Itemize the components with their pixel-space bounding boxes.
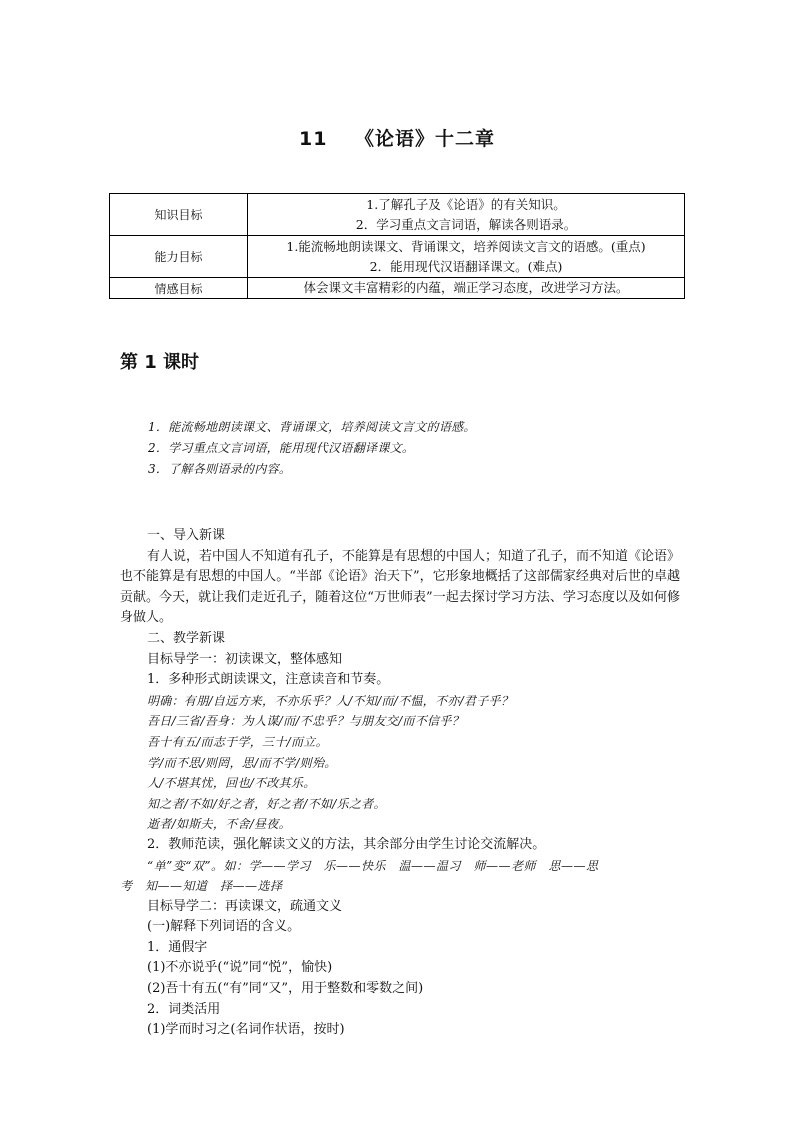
goals-table (109, 193, 685, 299)
objectives-list (148, 417, 476, 480)
step-item: 1．多种形式朗读课文，注意读音和节奏。 (147, 672, 390, 688)
goals-row-knowledge (110, 194, 685, 236)
goal-label: 知识目标 (110, 194, 248, 236)
goal-label: 情感目标 (110, 278, 248, 299)
reading-line: 吾十有五/而志于学，三十/而立。 (147, 734, 328, 749)
guide-heading: 目标导学二：再读课文，疏通文义 (147, 898, 343, 914)
explain-item: (1)学而时习之(名词作状语，按时) (147, 1022, 345, 1038)
sub-heading: 1．通假字 (147, 939, 208, 955)
method-line: “单”变“双”。如：学——学习 乐——快乐 温——温习 师——老师 思——思 (147, 858, 599, 873)
goal-line: 2．学习重点文言词语，解读各则语录。 (355, 216, 577, 232)
step-item: 2．教师范读，强化解读文义的方法，其余部分由学生讨论交流解决。 (147, 836, 546, 852)
guide-heading: 目标导学一：初读课文，整体感知 (147, 651, 343, 667)
section-heading: 二、教学新课 (147, 630, 226, 646)
objective-item: 2．学习重点文言词语，能用现代汉语翻译课文。 (148, 441, 415, 455)
reading-line: 明确：有朋/自远方来，不亦乐乎？人/不知/而/不愠，不亦/君子乎？ (147, 693, 514, 708)
reading-line: 吾日/三省/吾身：为人谋/而/不忠乎？与朋友交/而不信乎？ (147, 714, 464, 729)
goal-content (248, 278, 685, 299)
method-line: 考 知——知道 择——选择 (120, 879, 283, 894)
reading-line: 人/不堪其忧，回也/不改其乐。 (147, 776, 316, 791)
explain-item: (2)吾十有五(“有”同“又”，用于整数和零数之间) (147, 981, 424, 997)
intro-paragraph: 有人说，若中国人不知道有孔子，不能算是有思想的中国人；知道了孔子，而不知道《论语》也不能算是有思想的中国人。“半部《论语》治天下”，它形象地概括了这部儒家经典对后世的卓越贡献。今天，就让我们走近孔子，随着这位“万世师表”一起去探讨学习方法、学习态度以及如何修身做人。 (120, 548, 681, 626)
page-title: 11 《论语》十二章 (298, 128, 496, 150)
lesson-body (120, 526, 680, 1041)
goal-line: 2．能用现代汉语翻译课文。(难点) (369, 258, 563, 274)
explain-heading: (一)解释下列词语的含义。 (147, 919, 301, 935)
objective-item: 1．能流畅地朗读课文、背诵课文，培养阅读文言文的语感。 (148, 420, 476, 434)
reading-line: 知之者/不如/好之者，好之者/不如/乐之者。 (147, 796, 386, 811)
goal-content (248, 236, 685, 278)
lesson-heading: 第 1 课时 (120, 352, 200, 373)
goals-row-emotion (110, 278, 685, 299)
objective-item: 3．了解各则语录的内容。 (148, 462, 292, 476)
goal-line: 1.能流畅地朗读课文、背诵课文，培养阅读文言文的语感。(重点) (286, 238, 646, 254)
goal-label: 能力目标 (110, 236, 248, 278)
goal-line: 1.了解孔子及《论语》的有关知识。 (366, 196, 566, 212)
sub-heading: 2．词类活用 (147, 1001, 221, 1017)
section-heading: 一、导入新课 (147, 528, 226, 543)
goal-line: 体会课文丰富精彩的内蕴，端正学习态度，改进学习方法。 (303, 280, 629, 295)
goal-content (248, 194, 685, 236)
reading-line: 学/而不思/则罔，思/而不学/则殆。 (147, 755, 337, 770)
reading-line: 逝者/如斯夫，不舍/昼夜。 (147, 817, 291, 832)
explain-item: (1)不亦说乎(“说”同“悦”，愉快) (147, 960, 333, 976)
goals-row-ability (110, 236, 685, 278)
